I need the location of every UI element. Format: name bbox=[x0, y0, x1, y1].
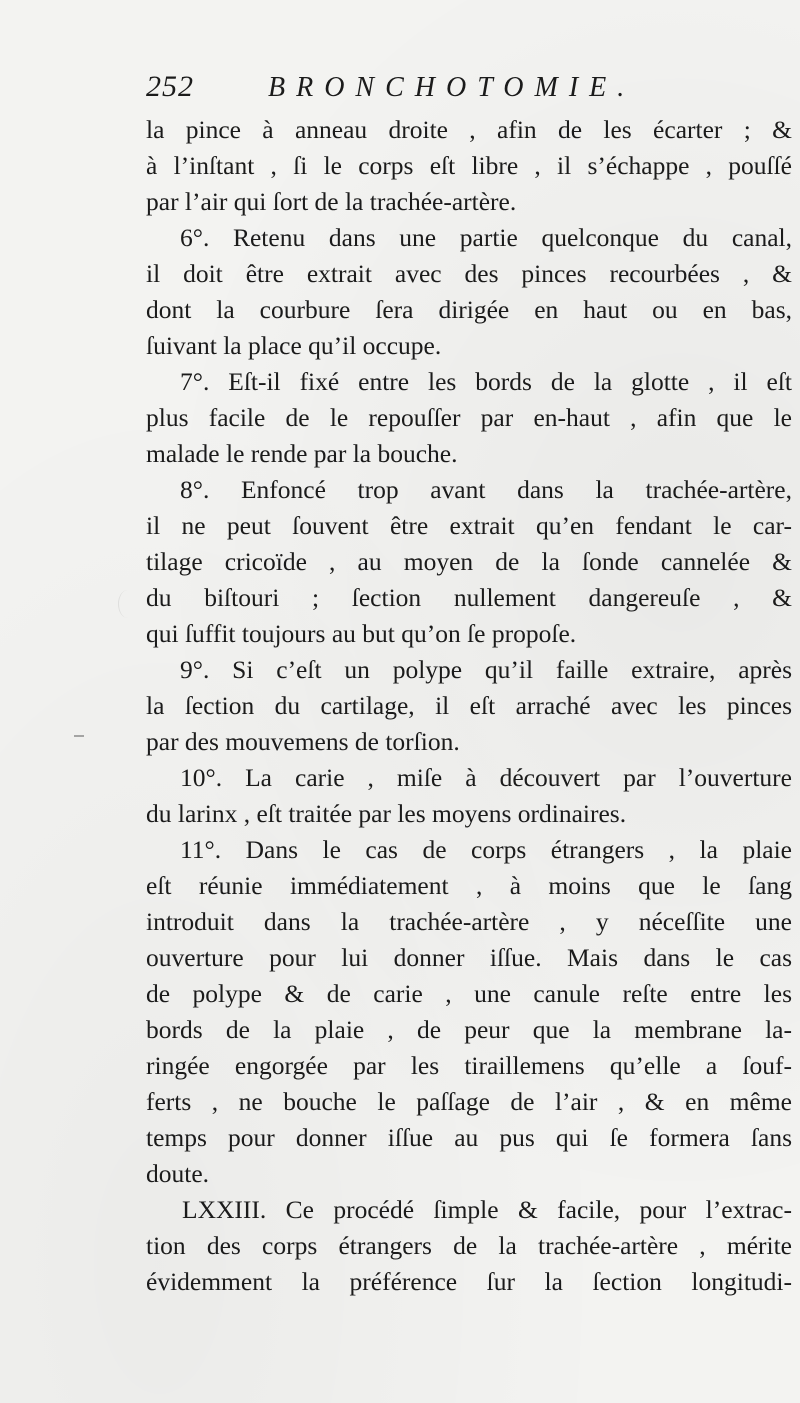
text-line: ouverture pour lui donner iſſue. Mais dans le cas bbox=[146, 943, 792, 972]
text-line: 11°. Dans le cas de corps étrangers , la plaie bbox=[180, 835, 792, 864]
text-line: du larinx , eſt traitée par les moyens ordinaires. bbox=[146, 799, 627, 828]
text-line: 7°. Eſt-il fixé entre les bords de la glotte , il eſt bbox=[180, 367, 792, 396]
text-line: plus facile de le repouſſer par en-haut , afin que le bbox=[146, 403, 792, 432]
text-line: eſt réunie immédiatement , à moins que le ſang bbox=[146, 871, 792, 900]
margin-mark bbox=[74, 735, 84, 737]
text-line: évidemment la préférence ſur la ſection longitudi- bbox=[146, 1267, 792, 1296]
text-line: qui ſuffit toujours au but qu’on ſe propoſe. bbox=[146, 619, 577, 648]
text-line: 10°. La carie , miſe à découvert par l’ouverture bbox=[180, 763, 792, 792]
page-header bbox=[146, 70, 686, 110]
text-line: 8°. Enfoncé trop avant dans la trachée-artère, bbox=[180, 475, 792, 504]
text-line: il ne peut ſouvent être extrait qu’en fendant le car- bbox=[146, 511, 792, 540]
text-line: malade le rende par la bouche. bbox=[146, 439, 458, 468]
text-line: à l’inſtant , ſi le corps eſt libre , il s’échappe , pouſſé bbox=[146, 151, 792, 180]
text-line: ſuivant la place qu’il occupe. bbox=[146, 331, 442, 360]
text-line: doute. bbox=[146, 1159, 210, 1188]
text-line: LXXIII. Ce procédé ſimple & facile, pour l’extrac- bbox=[182, 1195, 792, 1224]
text-line: tilage cricoïde , au moyen de la ſonde cannelée & bbox=[146, 547, 792, 576]
text-line: il doit être extrait avec des pinces recourbées , & bbox=[146, 259, 792, 288]
body-text bbox=[146, 112, 792, 1300]
page-number: 252 bbox=[146, 70, 194, 103]
running-title: BRONCHOTOMIE. bbox=[268, 72, 636, 103]
paper-fold-mark bbox=[118, 590, 137, 618]
text-line: introduit dans la trachée-artère , y néceſſite une bbox=[146, 907, 792, 936]
text-line: la pince à anneau droite , afin de les écarter ; & bbox=[146, 115, 792, 144]
text-line: ringée engorgée par les tiraillemens qu’elle a ſouf- bbox=[146, 1051, 792, 1080]
text-line: la ſection du cartilage, il eſt arraché avec les pinces bbox=[146, 691, 792, 720]
text-line: bords de la plaie , de peur que la membrane la- bbox=[146, 1015, 792, 1044]
text-line: ferts , ne bouche le paſſage de l’air , & en même bbox=[146, 1087, 792, 1116]
text-line: du biſtouri ; ſection nullement dangereuſe , & bbox=[146, 583, 792, 612]
text-line: temps pour donner iſſue au pus qui ſe formera ſans bbox=[146, 1123, 792, 1152]
text-line: de polype & de carie , une canule reſte entre les bbox=[146, 979, 792, 1008]
text-line: dont la courbure ſera dirigée en haut ou en bas, bbox=[146, 295, 792, 324]
text-line: tion des corps étrangers de la trachée-artère , mérite bbox=[146, 1231, 792, 1260]
text-line: par des mouvemens de torſion. bbox=[146, 727, 460, 756]
text-line: par l’air qui ſort de la trachée-artère. bbox=[146, 187, 517, 216]
text-line: 9°. Si c’eſt un polype qu’il faille extraire, après bbox=[180, 655, 792, 684]
text-line: 6°. Retenu dans une partie quelconque du canal, bbox=[180, 223, 792, 252]
